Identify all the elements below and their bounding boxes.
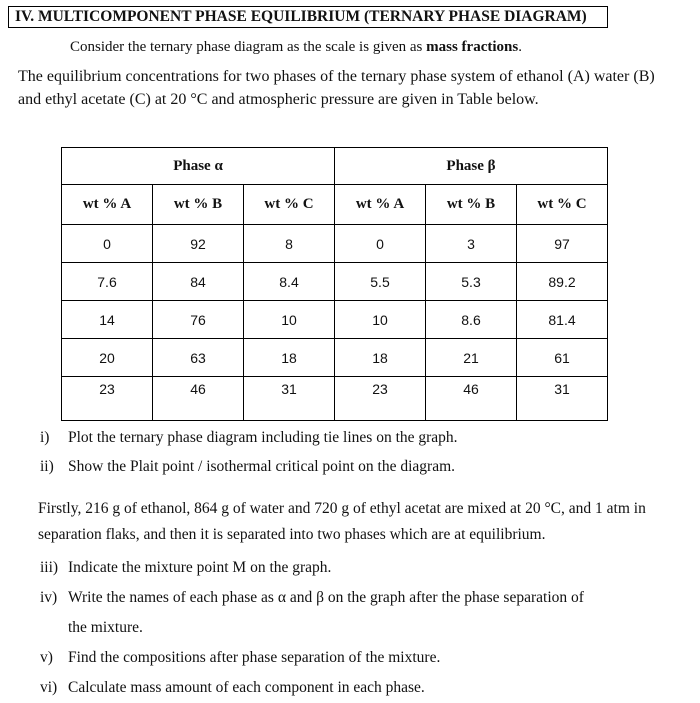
table-cell: 23 — [62, 377, 153, 421]
mixture-paragraph: Firstly, 216 g of ethanol, 864 g of water and 720 g of ethyl acetat are mixed at 20 °C, and 1 atm in separation flaks, and then it is separated into two phases which are at equilibrium. — [38, 500, 646, 543]
column-header: wt % C — [517, 185, 608, 225]
column-header: wt % C — [244, 185, 335, 225]
questions-list-a — [40, 423, 458, 481]
table-cell: 89.2 — [517, 263, 608, 301]
table-cell: 10 — [335, 301, 426, 339]
table-cell: 76 — [153, 301, 244, 339]
question-item — [40, 643, 584, 673]
table-row — [62, 301, 608, 339]
table-cell: 5.3 — [426, 263, 517, 301]
table-row — [62, 263, 608, 301]
phase-alpha-header: Phase α — [62, 148, 335, 185]
table-cell: 3 — [426, 225, 517, 263]
question-number: iv) — [40, 589, 58, 606]
question-number: ii) — [40, 458, 54, 475]
question-text: Indicate the mixture point M on the graph. — [68, 559, 332, 576]
subtitle-bold: mass fractions — [426, 39, 519, 55]
table-cell: 61 — [517, 339, 608, 377]
equilibrium-table — [61, 147, 608, 421]
subtitle — [70, 39, 522, 56]
question-item — [40, 613, 584, 643]
table-cell: 8 — [244, 225, 335, 263]
section-title: IV. MULTICOMPONENT PHASE EQUILIBRIUM (TERNARY PHASE DIAGRAM) — [8, 6, 608, 28]
column-header: wt % A — [62, 185, 153, 225]
table-row — [62, 339, 608, 377]
question-text: Plot the ternary phase diagram including tie lines on the graph. — [68, 429, 458, 446]
table-cell: 0 — [62, 225, 153, 263]
question-text: Show the Plait point / isothermal critical point on the diagram. — [68, 458, 456, 475]
table-cell: 5.5 — [335, 263, 426, 301]
table-cell: 92 — [153, 225, 244, 263]
subtitle-prefix: Consider the ternary phase diagram as the scale is given as — [70, 39, 427, 55]
table-row — [62, 225, 608, 263]
table-cell: 18 — [335, 339, 426, 377]
phase-beta-header: Phase β — [335, 148, 608, 185]
question-item — [40, 553, 584, 583]
table-cell: 21 — [426, 339, 517, 377]
questions-list-b — [40, 553, 584, 703]
intro-paragraph: The equilibrium concentrations for two phases of the ternary phase system of ethanol (A) water (B) and ethyl acetate (C) at 20 °C and atmospheric pressure are given in Table below. — [18, 68, 655, 108]
table-row — [62, 377, 608, 421]
table-cell: 31 — [244, 377, 335, 421]
question-text: the mixture. — [68, 619, 143, 636]
table-cell: 18 — [244, 339, 335, 377]
table-cell: 7.6 — [62, 263, 153, 301]
table-cell: 81.4 — [517, 301, 608, 339]
question-item — [40, 423, 458, 452]
question-number: vi) — [40, 679, 58, 696]
question-text: Calculate mass amount of each component in each phase. — [68, 679, 425, 696]
question-text: Write the names of each phase as α and β on the graph after the phase separation of — [68, 589, 584, 606]
question-item — [40, 673, 584, 703]
table-cell: 46 — [153, 377, 244, 421]
table-cell: 63 — [153, 339, 244, 377]
column-header: wt % B — [153, 185, 244, 225]
question-number: v) — [40, 649, 53, 666]
question-text: Find the compositions after phase separation of the mixture. — [68, 649, 441, 666]
table-cell: 8.6 — [426, 301, 517, 339]
table-cell: 31 — [517, 377, 608, 421]
table-cell: 20 — [62, 339, 153, 377]
question-number: iii) — [40, 559, 59, 576]
question-item — [40, 452, 458, 481]
column-header: wt % A — [335, 185, 426, 225]
column-header: wt % B — [426, 185, 517, 225]
table-cell: 97 — [517, 225, 608, 263]
question-number: i) — [40, 429, 50, 446]
table-cell: 8.4 — [244, 263, 335, 301]
table-cell: 46 — [426, 377, 517, 421]
table-cell: 23 — [335, 377, 426, 421]
table-cell: 14 — [62, 301, 153, 339]
table-cell: 0 — [335, 225, 426, 263]
table-cell: 10 — [244, 301, 335, 339]
question-item — [40, 583, 584, 613]
table-cell: 84 — [153, 263, 244, 301]
subtitle-suffix: . — [518, 39, 522, 55]
